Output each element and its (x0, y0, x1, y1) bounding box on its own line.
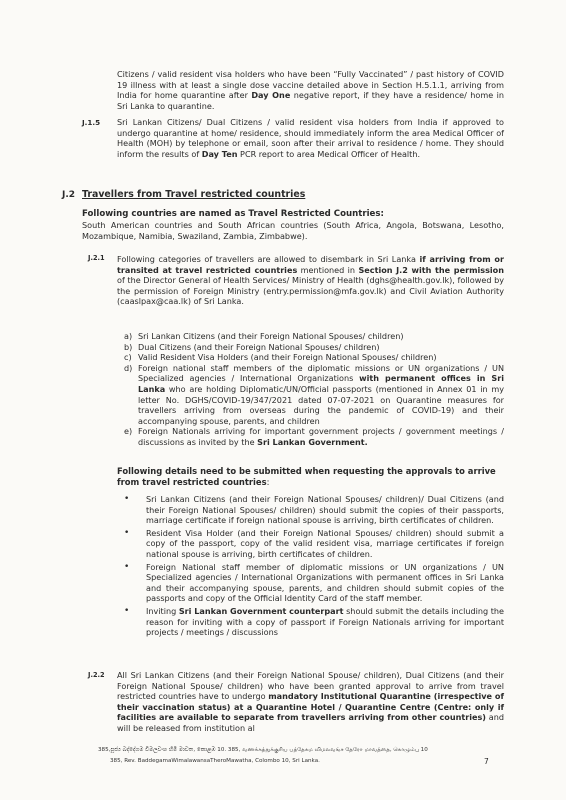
category-text (138, 363, 504, 426)
category-item (124, 342, 504, 353)
section-j2-heading: Travellers from Travel restricted countries (82, 189, 306, 200)
text-run: PCR report to area Medical Officer of Health. (237, 148, 421, 159)
section-number-j115: J.1.5 (82, 118, 101, 127)
text-run: Sri Lankan Citizens (and their Foreign National Spouses/ children) (138, 331, 404, 341)
bullet-text (146, 528, 504, 559)
page-number: 7 (484, 757, 489, 766)
category-text (138, 342, 380, 352)
text-run: Foreign national staff members of the diplomatic missions or UN organizations / UN Specialized agencies / International Organizations (138, 362, 504, 384)
details-bullet-list (118, 494, 504, 640)
text-run: Foreign Nationals arriving for important government projects / government meetings / discussions as invited by the (138, 426, 504, 447)
category-item (124, 352, 504, 363)
text-run: Valid Resident Visa Holders (and their Foreign National Spouses/ children) (138, 352, 437, 363)
category-text (138, 331, 404, 341)
details-bullet-item (118, 494, 504, 526)
countries-heading: Following countries are named as Travel Restricted Countries: (82, 209, 384, 219)
text-run: Citizens / valid resident visa holders who have been “Fully Vaccinated” / past history of COVID 19 illness with at least a single dose vaccine detailed above in Section H.5.1.1, arriving from India for home quarantine after (117, 69, 504, 101)
section-number-j222: J.2.2 (88, 671, 105, 679)
text-run: Foreign National staff member of diplomatic missions or UN organizations / UN Specialized agencies / International Organizations with permanent offices in Sri Lanka and their accompanying spouse, parents, and children should submit copies of the passports and copy of the Official Identity Card of the staff member. (146, 561, 504, 604)
text-run: Dual Citizens (and their Foreign National Spouses/ children) (138, 341, 380, 352)
text-run: should submit the details including the reason for inviting with a copy of passport if Foreign Nationals arriving for important projects / meetings / discussions (146, 605, 504, 638)
bold-text-run: Sri Lankan Government counterpart (178, 605, 344, 616)
text-run: mentioned in (297, 264, 359, 275)
bullet-text (146, 562, 504, 604)
text-run: Resident Visa Holder (and their Foreign National Spouses/ children) should submit a copy of the passport, copy of the valid resident visa, marriage certificates if foreign national spouse is arriving, birth certificates of children. (146, 527, 504, 559)
details-bullet-item (118, 562, 504, 604)
section-j222-text (117, 670, 504, 734)
text-run: Sri Lankan Citizens (and their Foreign National Spouses/ children)/ Dual Citizens (and their Foreign National Spouses/ children) should submit the copies of their passports, marriage certificate if foreign national spouse is arriving, birth certificates of children. (146, 494, 504, 526)
category-marker: e) (124, 426, 133, 437)
bullet-icon: • (124, 494, 130, 504)
section-number-j221: J.2.1 (88, 254, 105, 262)
bullet-icon: • (124, 527, 130, 538)
footer-address-local: 385,පූජ්‍ය බද්දේගම විමලවංශ හිමි මාවත, කොළඹ 10. 385, வணக்கத்துக்குரிய பத்தேகம விமலவங்ச தேரோ மாவத்தை, கொழும்பு 10 (98, 747, 428, 753)
text-run: of the Director General of Health Services/ Ministry of Health (dghs@health.gov.lk), followed by the permission of Foreign Ministry (entry.permission@mfa.gov.lk) and Civil Aviation Authority (caaslpax@caa.lk) of Sri Lanka. (117, 275, 504, 307)
details-heading (117, 466, 504, 487)
text-run: Following categories of travellers are allowed to disembark in Sri Lanka (117, 254, 420, 264)
text-run: Sri Lankan Citizens/ Dual Citizens / valid resident visa holders from India if approved to undergo quarantine at home/ residence, should immediately inform the area Medical Officer of Health (MOH) by telephone or email, soon after their arrival to residence / home. They should inform the results of (117, 117, 504, 159)
category-text (138, 426, 504, 447)
details-bullet-item (118, 606, 504, 638)
category-marker: d) (124, 362, 133, 373)
bold-text-run: if arriving from or transited at travel restricted countries (117, 254, 504, 275)
section-j115-text (117, 117, 504, 159)
category-marker: a) (124, 331, 133, 341)
category-item (124, 331, 504, 342)
category-item (124, 363, 504, 427)
intro-paragraph (117, 69, 504, 111)
traveller-categories-list (124, 331, 504, 448)
section-j221-text (117, 254, 504, 307)
bold-text-run: Section J.2 with the permission (358, 264, 505, 275)
category-marker: b) (124, 341, 133, 352)
text-run: Inviting (146, 605, 179, 616)
bold-text-run: with permanent offices in Sri Lanka (138, 373, 505, 394)
category-item (124, 426, 504, 447)
countries-text: South American countries and South African countries (South Africa, Angola, Botswana, Lesotho, Mozambique, Namibia, Swaziland, Zambia, Zimbabwe). (82, 220, 504, 241)
bullet-text (146, 606, 504, 637)
category-text (138, 352, 437, 362)
category-marker: c) (124, 352, 132, 363)
bullet-icon: • (124, 605, 130, 616)
text-run: who are holding Diplomatic/UN/Official passports (mentioned in Annex 01 in my letter No. DGHS/COVID-19/347/2021 dated 07-07-2021 on Quarantine measures for travellers arriving from overseas during the pandemic of COVID-19) and their accompanying spouse, parents, and children (138, 383, 504, 426)
bold-text-run: mandatory Institutional Quarantine (irrespective of their vaccination status) at a Quarantine Hotel / Quarantine Centre (Centre: only if facilities are available to separate from travellers arriving from other countries) (117, 691, 504, 723)
details-bullet-item (118, 528, 504, 560)
bold-text-run: Sri Lankan Government. (257, 436, 368, 447)
footer-address-english: 385, Rev. BaddegamaWimalawansaTheroMawatha, Colombo 10, Sri Lanka. (110, 758, 320, 764)
bullet-text (146, 494, 504, 525)
bold-text-run: Day One (251, 90, 291, 101)
text-run: negative report, if they have a residence/ home in Sri Lanka to quarantine. (117, 90, 504, 111)
bullet-icon: • (124, 561, 130, 572)
text-run: and will be released from institution al (117, 712, 504, 733)
details-heading-bold: Following details need to be submitted when requesting the approvals to arrive from travel restricted countries (117, 466, 496, 487)
text-run: All Sri Lankan Citizens (and their Foreign National Spouse/ children), Dual Citizens (and their Foreign National Spouse/ children) who have been granted approval to arrive from travel restricted countries have to undergo (117, 670, 504, 702)
bold-text-run: Day Ten (201, 148, 238, 159)
section-number-j2: J.2 (62, 190, 76, 200)
details-heading-tail: : (266, 476, 270, 487)
